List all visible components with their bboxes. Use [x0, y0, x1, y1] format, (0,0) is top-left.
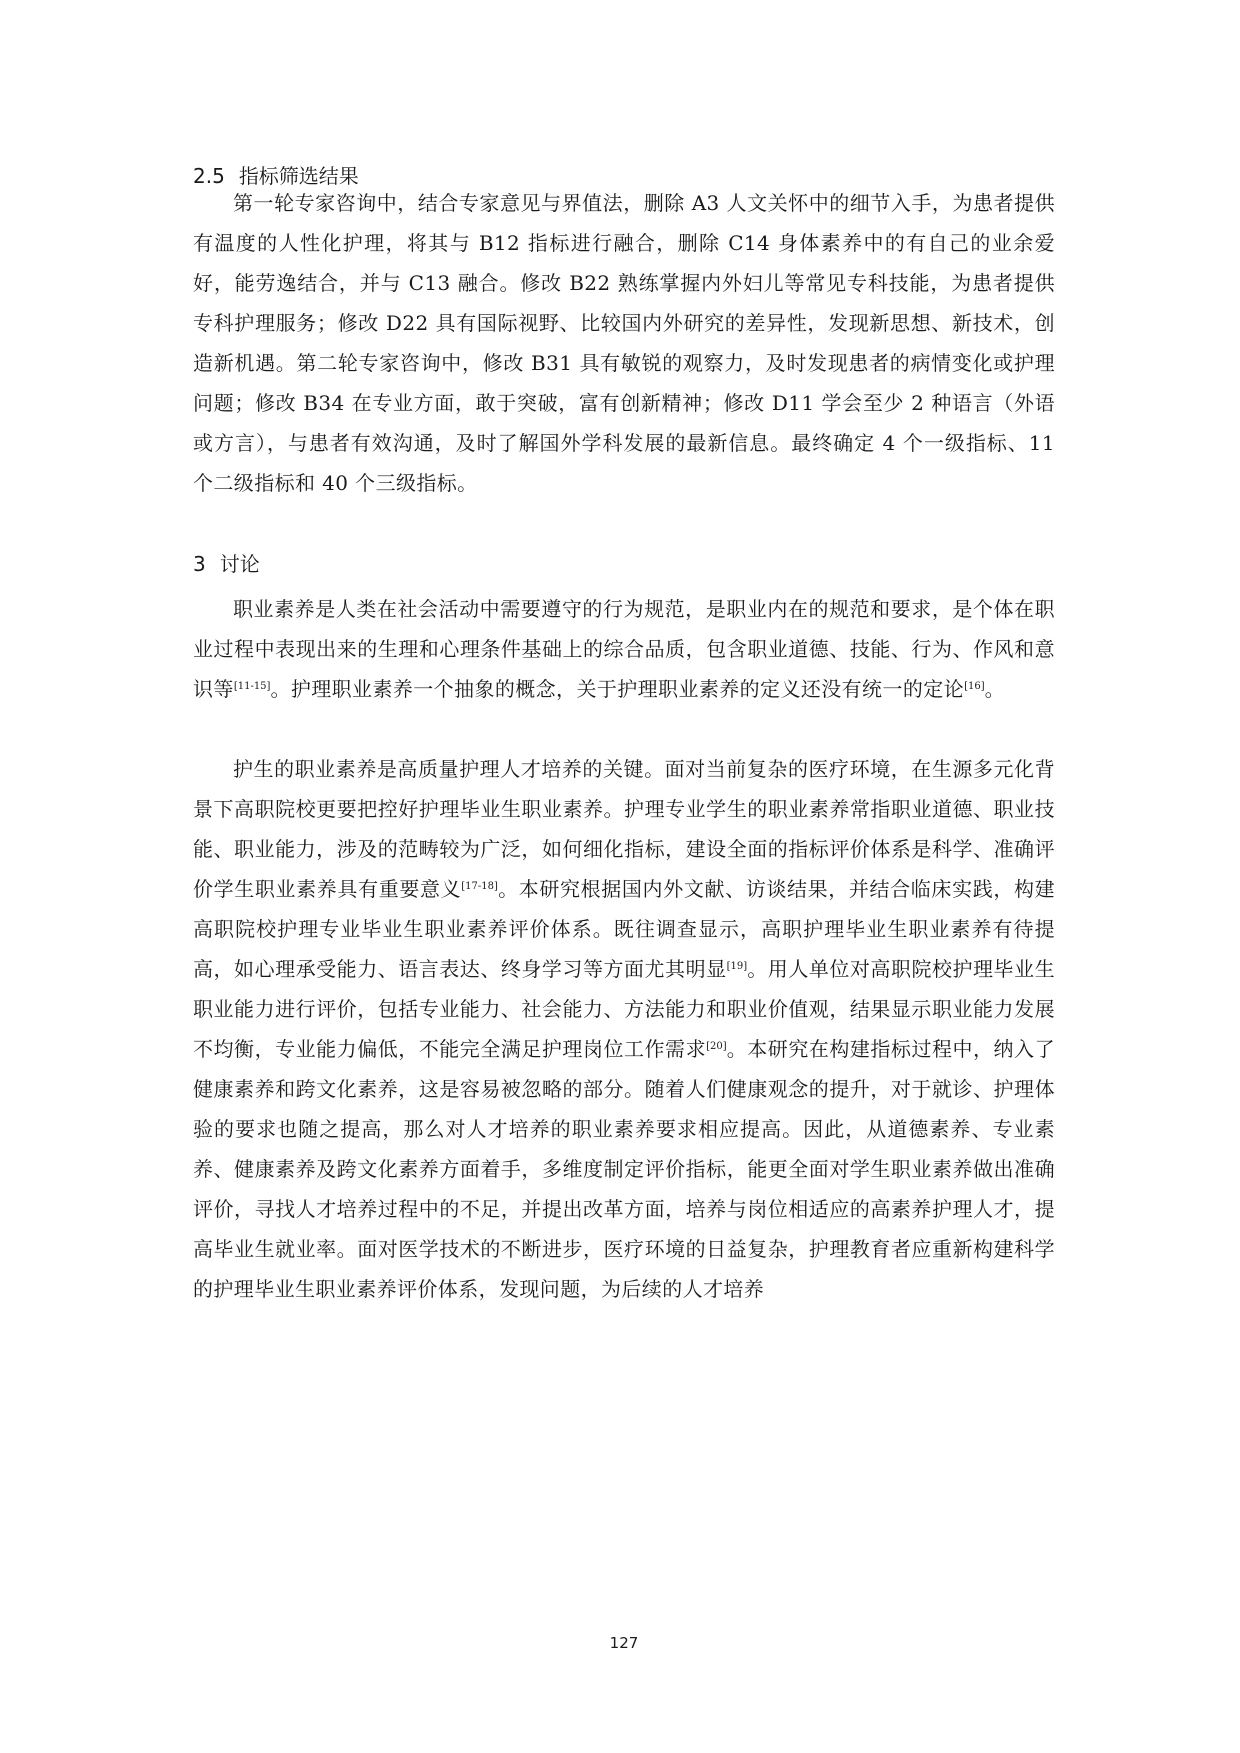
- section-number: 2.5: [193, 164, 225, 188]
- section-title: 讨论: [219, 552, 260, 576]
- paragraph-text: 。本研究在构建指标过程中，纳入了健康素养和跨文化素养，这是容易被忽略的部分。随着人们健康观念的提升，对于就诊、护理体验的要求也随之提高，那么对人才培养的职业素养要求相应提高。因此，从道德素养、专业素养、健康素养及跨文化素养方面着手，多维度制定评价指标，能更全面对学生职业素养做出准确评价，寻找人才培养过程中的不足，并提出改革方面，培养与岗位相适应的高素养护理人才，提高毕业生就业率。面对医学技术的不断进步，医疗环境的日益复杂，护理教育者应重新构建科学的护理毕业生职业素养评价体系，发现问题，为后续的人才培养: [193, 1037, 1056, 1301]
- paragraph-text: 。本研究根据国内外文献、访谈结果，并结合临床实践，构建高职院校护理专业毕业生职业素养评价体系。既往调查显示，高职护理毕业生职业素养有待提高，如心理承受能力、语言表达、终身学习等方面尤其明显: [193, 877, 1055, 981]
- citation-17-18: [17-18]: [461, 881, 498, 892]
- section-heading-3: [193, 551, 260, 577]
- section-2-5-paragraph: 第一轮专家咨询中，结合专家意见与界值法，删除 A3 人文关怀中的细节入手，为患者提供有温度的人性化护理，将其与 B12 指标进行融合，删除 C14 身体素养中的有自己的业余爱好，能劳逸结合，并与 C13 融合。修改 B22 熟练掌握内外妇儿等常见专科技能，为患者提供专科护理服务；修改 D22 具有国际视野、比较国内外研究的差异性，发现新思想、新技术，创造新机遇。第二轮专家咨询中，修改 B31 具有敏锐的观察力，及时发现患者的病情变化或护理问题；修改 B34 在专业方面，敢于突破，富有创新精神；修改 D11 学会至少 2 种语言（外语或方言），与患者有效沟通，及时了解国外学科发展的最新信息。最终确定 4 个一级指标、11 个二级指标和 40 个三级指标。: [193, 191, 1055, 495]
- discussion-paragraph-1: [193, 589, 1055, 709]
- section-number: 3: [193, 552, 206, 576]
- citation-11-15: [11-15]: [233, 681, 271, 692]
- section-title: 指标筛选结果: [238, 164, 359, 188]
- paragraph-text: 。: [984, 677, 1005, 701]
- paragraph-text: 职业素养是人类在社会活动中需要遵守的行为规范，是职业内在的规范和要求，是个体在职业过程中表现出来的生理和心理条件基础上的综合品质，包含职业道德、技能、行为、作风和意识等: [193, 597, 1055, 701]
- paragraph-text: 护生的职业素养是高质量护理人才培养的关键。面对当前复杂的医疗环境，在生源多元化背景下高职院校更要把控好护理毕业生职业素养。护理专业学生的职业素养常指职业道德、职业技能、职业能力，涉及的范畴较为广泛，如何细化指标，建设全面的指标评价体系是科学、准确评价学生职业素养具有重要意义: [193, 757, 1055, 901]
- paragraph-text: 。用人单位对高职院校护理毕业生职业能力进行评价，包括专业能力、社会能力、方法能力和职业价值观，结果显示职业能力发展不均衡，专业能力偏低，不能完全满足护理岗位工作需求: [193, 957, 1056, 1061]
- document-page: [193, 0, 1055, 1753]
- discussion-paragraph-2: [193, 749, 1055, 1309]
- citation-20: [20]: [706, 1041, 727, 1052]
- citation-16: [16]: [964, 681, 985, 692]
- paragraph-text: 。护理职业素养一个抽象的概念，关于护理职业素养的定义还没有统一的定论: [270, 677, 965, 701]
- page-number: 127: [609, 1634, 639, 1652]
- citation-19: [19]: [726, 961, 748, 972]
